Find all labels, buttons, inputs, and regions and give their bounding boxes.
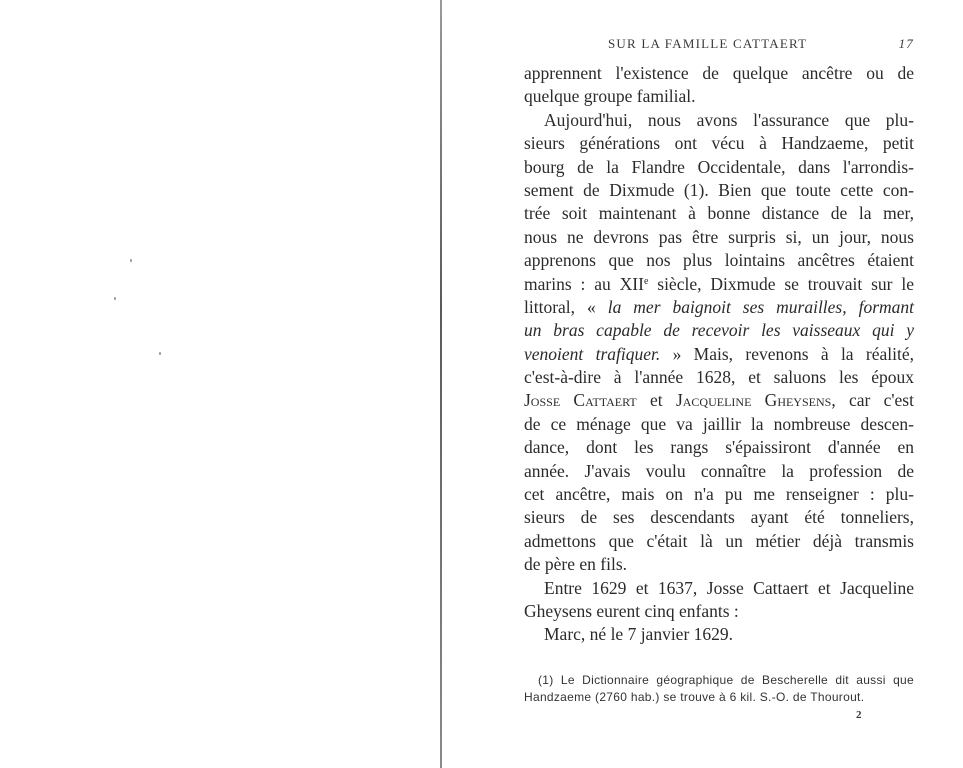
text-line: cet ancêtre, mais on n'a pu me renseigner : plu- bbox=[524, 484, 914, 505]
text-line: apprennent l'existence de quelque ancêtre ou de bbox=[524, 63, 914, 83]
text-line: de ce ménage que va jaillir la nombreuse descen- bbox=[524, 413, 914, 434]
page-number: 17 bbox=[898, 36, 914, 51]
text-fragment: , car c'est bbox=[831, 390, 914, 411]
text-line: trée soit maintenant à bonne distance de la mer, bbox=[524, 203, 914, 224]
text-line: année. J'avais voulu connaître la profession de bbox=[524, 460, 914, 481]
text-line: sieurs de ses descendants ayant été tonneliers, bbox=[524, 507, 914, 528]
paper-speck bbox=[130, 259, 132, 262]
text-fragment: et bbox=[636, 390, 676, 411]
text-line: admettons que c'était là un métier déjà transmis bbox=[524, 530, 914, 551]
text-line: c'est-à-dire à l'année 1628, et saluons les époux bbox=[524, 367, 914, 388]
century-numeral: XII bbox=[619, 273, 644, 294]
text-fragment: siècle, Dixmude se trouvait sur le bbox=[648, 273, 914, 294]
running-header bbox=[524, 36, 914, 54]
running-title: SUR LA FAMILLE CATTAERT bbox=[608, 36, 808, 51]
text-line bbox=[524, 389, 914, 412]
text-line: quelque groupe familial. bbox=[524, 86, 696, 107]
signature-mark: 2 bbox=[856, 709, 862, 721]
text-line bbox=[524, 273, 914, 296]
text-fragment: littoral, « bbox=[524, 296, 608, 317]
footnote-line: (1) Le Dictionnaire géographique de Bescherelle dit aussi que bbox=[538, 673, 914, 687]
text-line: apprenons que nos plus lointains ancêtres étaient bbox=[524, 250, 914, 271]
quoted-text: la mer baignoit ses murailles, formant bbox=[607, 296, 915, 317]
text-line: de père en fils. bbox=[524, 554, 628, 575]
text-line: sieurs générations ont vécu à Handzaeme, petit bbox=[524, 133, 914, 154]
quoted-text: venoient trafiquer. bbox=[524, 343, 661, 364]
text-line: nous ne devrons pas être surpris si, un jour, nous bbox=[524, 226, 914, 247]
text-line: Aujourd'hui, nous avons l'assurance que plu- bbox=[544, 109, 914, 130]
person-name: Josse Cattaert bbox=[524, 390, 637, 411]
text-line: bourg de la Flandre Occidentale, dans l'arrondis- bbox=[524, 156, 914, 177]
person-name: Jacqueline Gheysens bbox=[675, 390, 832, 411]
text-line: sement de Dixmude (1). Bien que toute cette con- bbox=[524, 179, 914, 200]
text-line: dance, dont les rangs s'épaissiront d'année en bbox=[524, 437, 914, 458]
text-line: Entre 1629 et 1637, Josse Cattaert et Jacqueline bbox=[544, 577, 914, 598]
text-fragment: » Mais, revenons à la réalité, bbox=[660, 343, 914, 364]
text-line bbox=[524, 343, 914, 366]
page-gutter bbox=[440, 0, 442, 768]
quoted-text-line: un bras capable de recevoir les vaisseaux qui y bbox=[524, 320, 914, 341]
body-text bbox=[524, 62, 914, 647]
paper-speck bbox=[114, 297, 116, 300]
superscript: e bbox=[643, 275, 649, 287]
text-line: Marc, né le 7 janvier 1629. bbox=[544, 624, 734, 645]
text-fragment: marins : au bbox=[524, 273, 620, 294]
footnote bbox=[524, 672, 914, 706]
footnote-line: Handzaeme (2760 hab.) se trouve à 6 kil. S.-O. de Thourout. bbox=[524, 690, 865, 704]
text-line: Gheysens eurent cinq enfants : bbox=[524, 600, 739, 621]
paper-speck bbox=[159, 352, 161, 355]
text-line bbox=[524, 296, 914, 319]
